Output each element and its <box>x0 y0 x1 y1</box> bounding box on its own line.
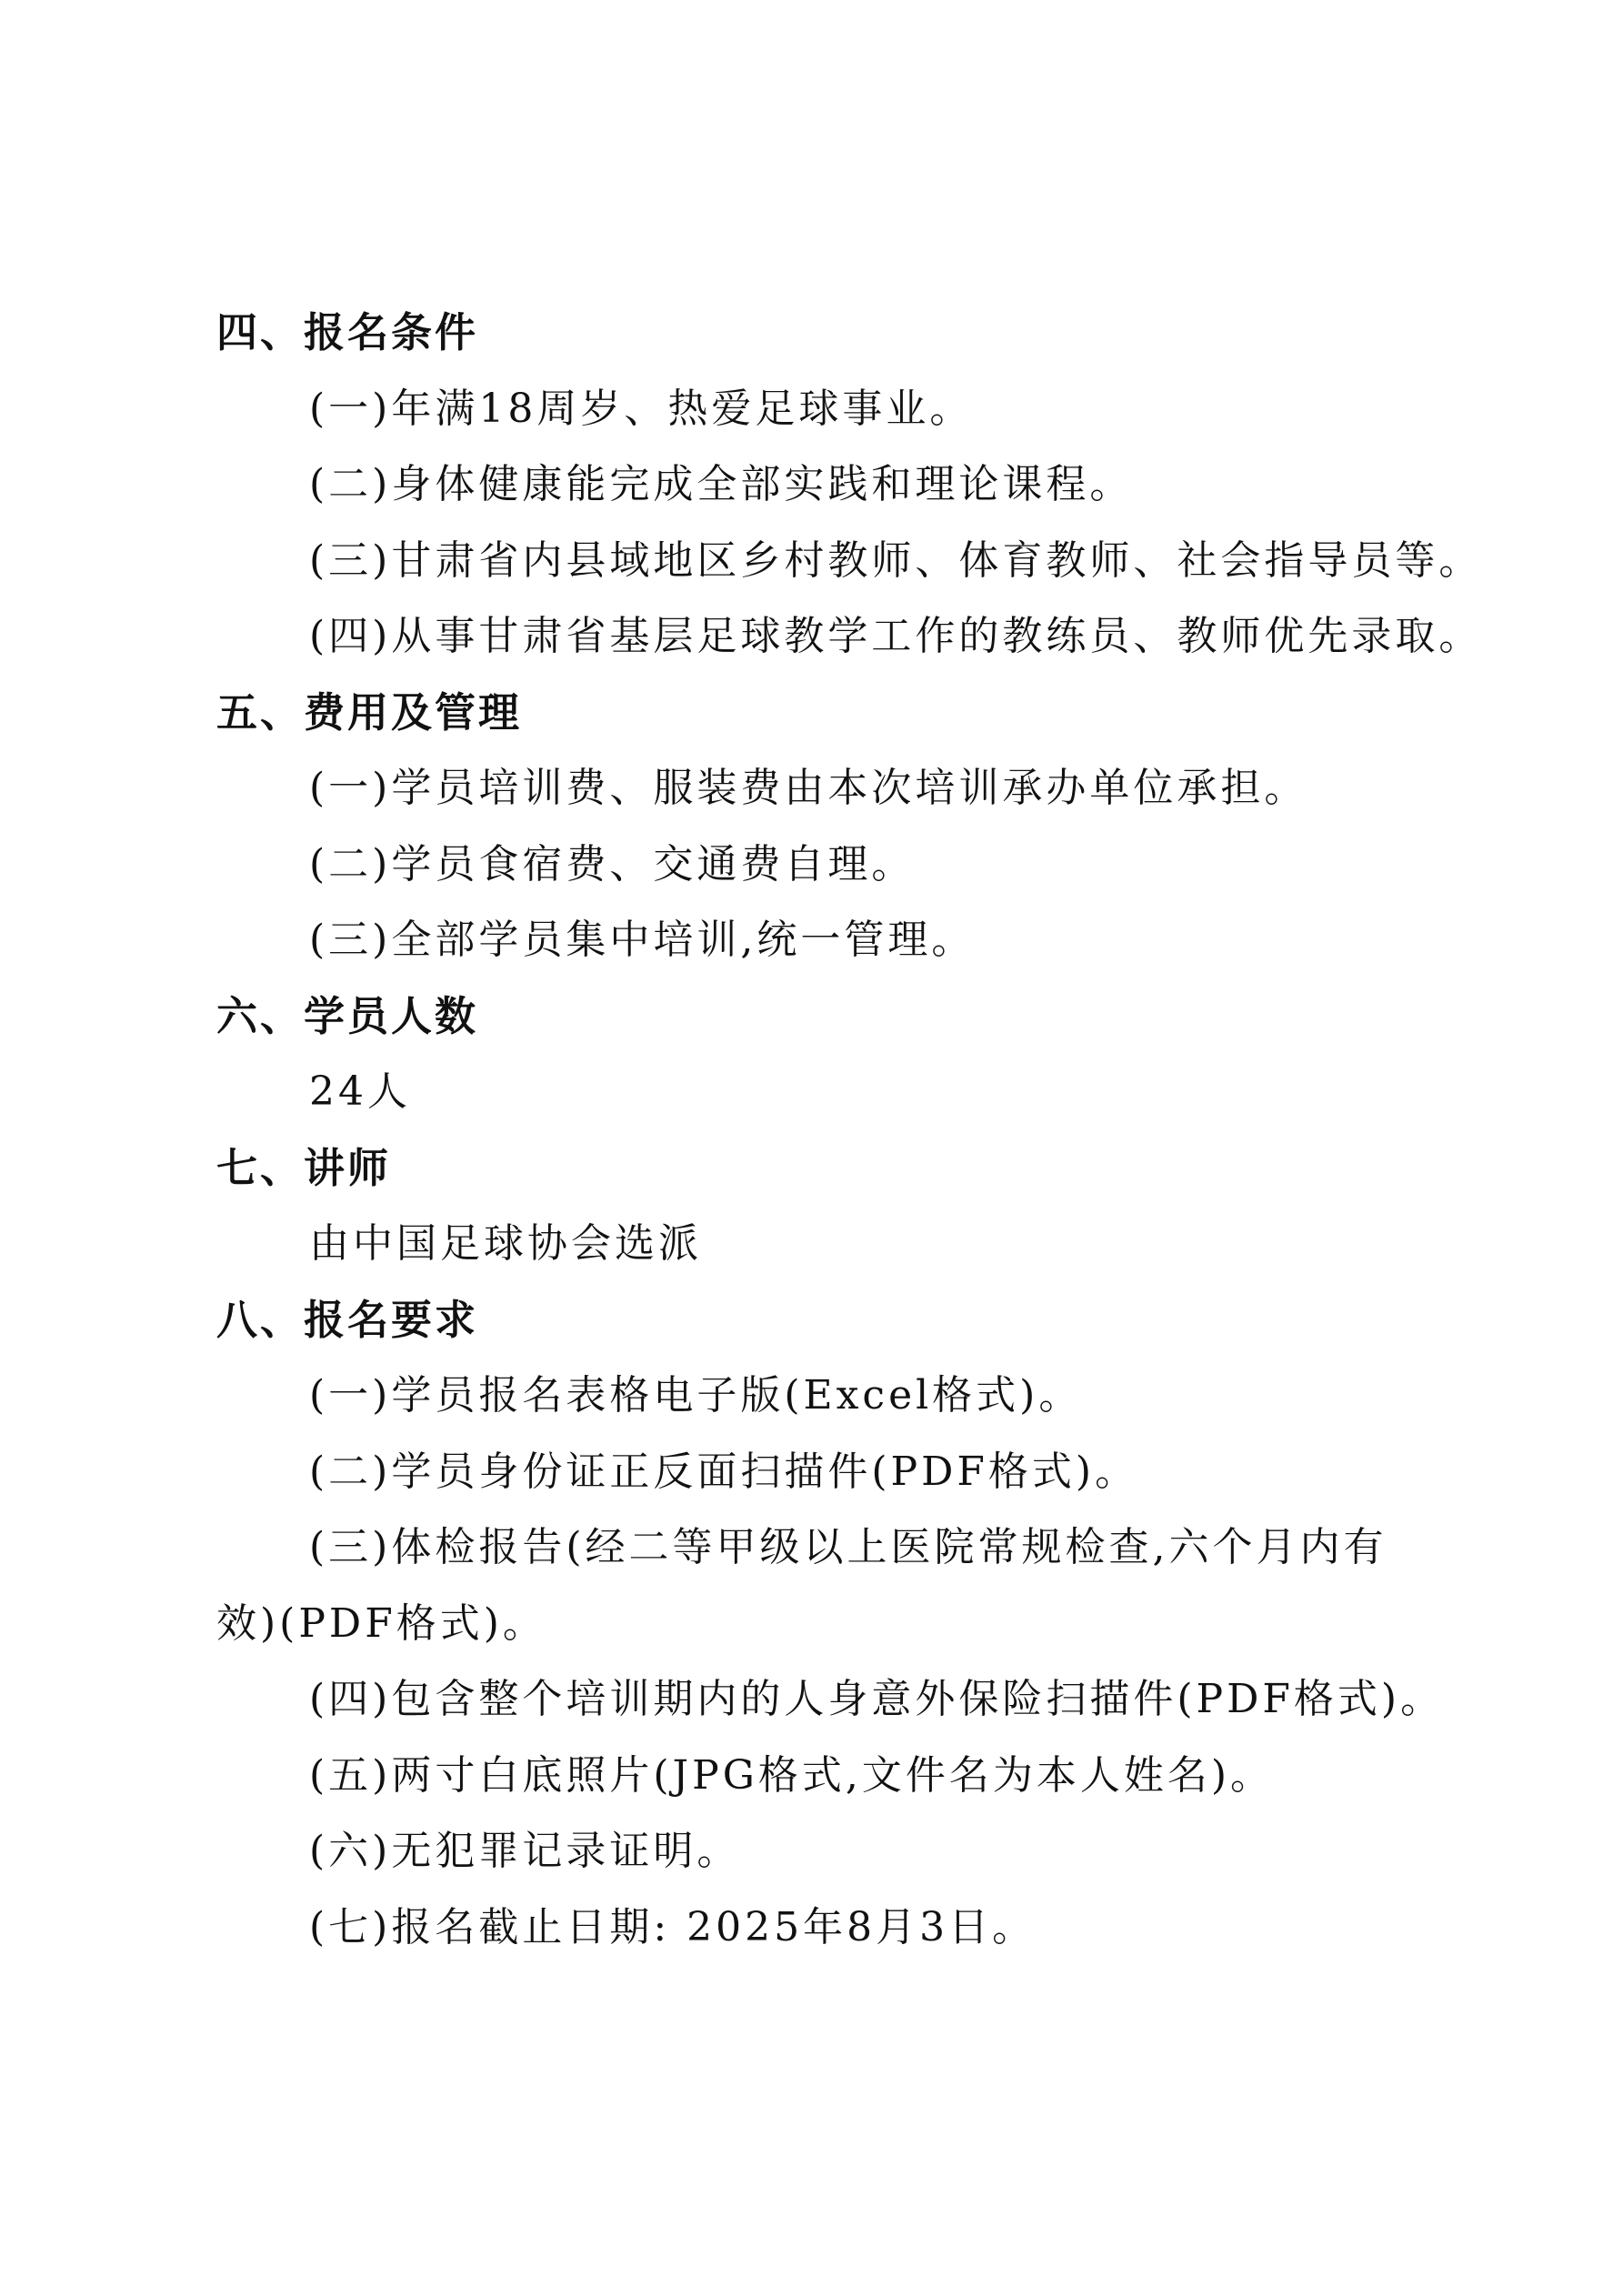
list-item: (三)体检报告(经二等甲级以上医院常规检查,六个月内有 <box>309 1524 1388 1570</box>
list-item: (四)从事甘肃省基层足球教学工作的教练员、教师优先录取。 <box>309 613 1483 659</box>
list-item: (一)学员培训费、服装费由本次培训承办单位承担。 <box>309 765 1308 811</box>
list-item: (一)年满18周岁、热爱足球事业。 <box>309 386 974 432</box>
section-heading-registration-conditions: 四、报名条件 <box>216 308 479 356</box>
list-item: (六)无犯罪记录证明。 <box>309 1828 741 1874</box>
list-item: (一)学员报名表格电子版(Excel格式)。 <box>309 1372 1083 1419</box>
list-item: (二)学员食宿费、交通费自理。 <box>309 841 916 887</box>
section-heading-registration-requirements: 八、报名要求 <box>216 1296 479 1344</box>
list-item: (三)全部学员集中培训,统一管理。 <box>309 917 976 963</box>
section-heading-lecturers: 七、讲师 <box>216 1144 392 1192</box>
section-heading-trainee-count: 六、学员人数 <box>216 992 479 1040</box>
section-heading-fees-management: 五、费用及管理 <box>216 688 523 737</box>
list-item: (二)身体健康能完成全部实践和理论课程。 <box>309 461 1134 507</box>
list-item: 24人 <box>309 1068 411 1115</box>
list-item-continuation: 效)(PDF格式)。 <box>216 1600 546 1647</box>
list-item: (四)包含整个培训期内的人身意外保险扫描件(PDF格式)。 <box>309 1676 1445 1722</box>
list-item: (二)学员身份证正反面扫描件(PDF格式)。 <box>309 1449 1139 1495</box>
list-item: 由中国足球协会选派 <box>309 1220 702 1267</box>
list-item: (三)甘肃省内县域地区乡村教师、体育教师、社会指导员等。 <box>309 537 1483 584</box>
list-item: (五)两寸白底照片(JPG格式,文件名为本人姓名)。 <box>309 1752 1275 1799</box>
list-item: (七)报名截止日期: 2025年8月3日。 <box>309 1904 1037 1950</box>
